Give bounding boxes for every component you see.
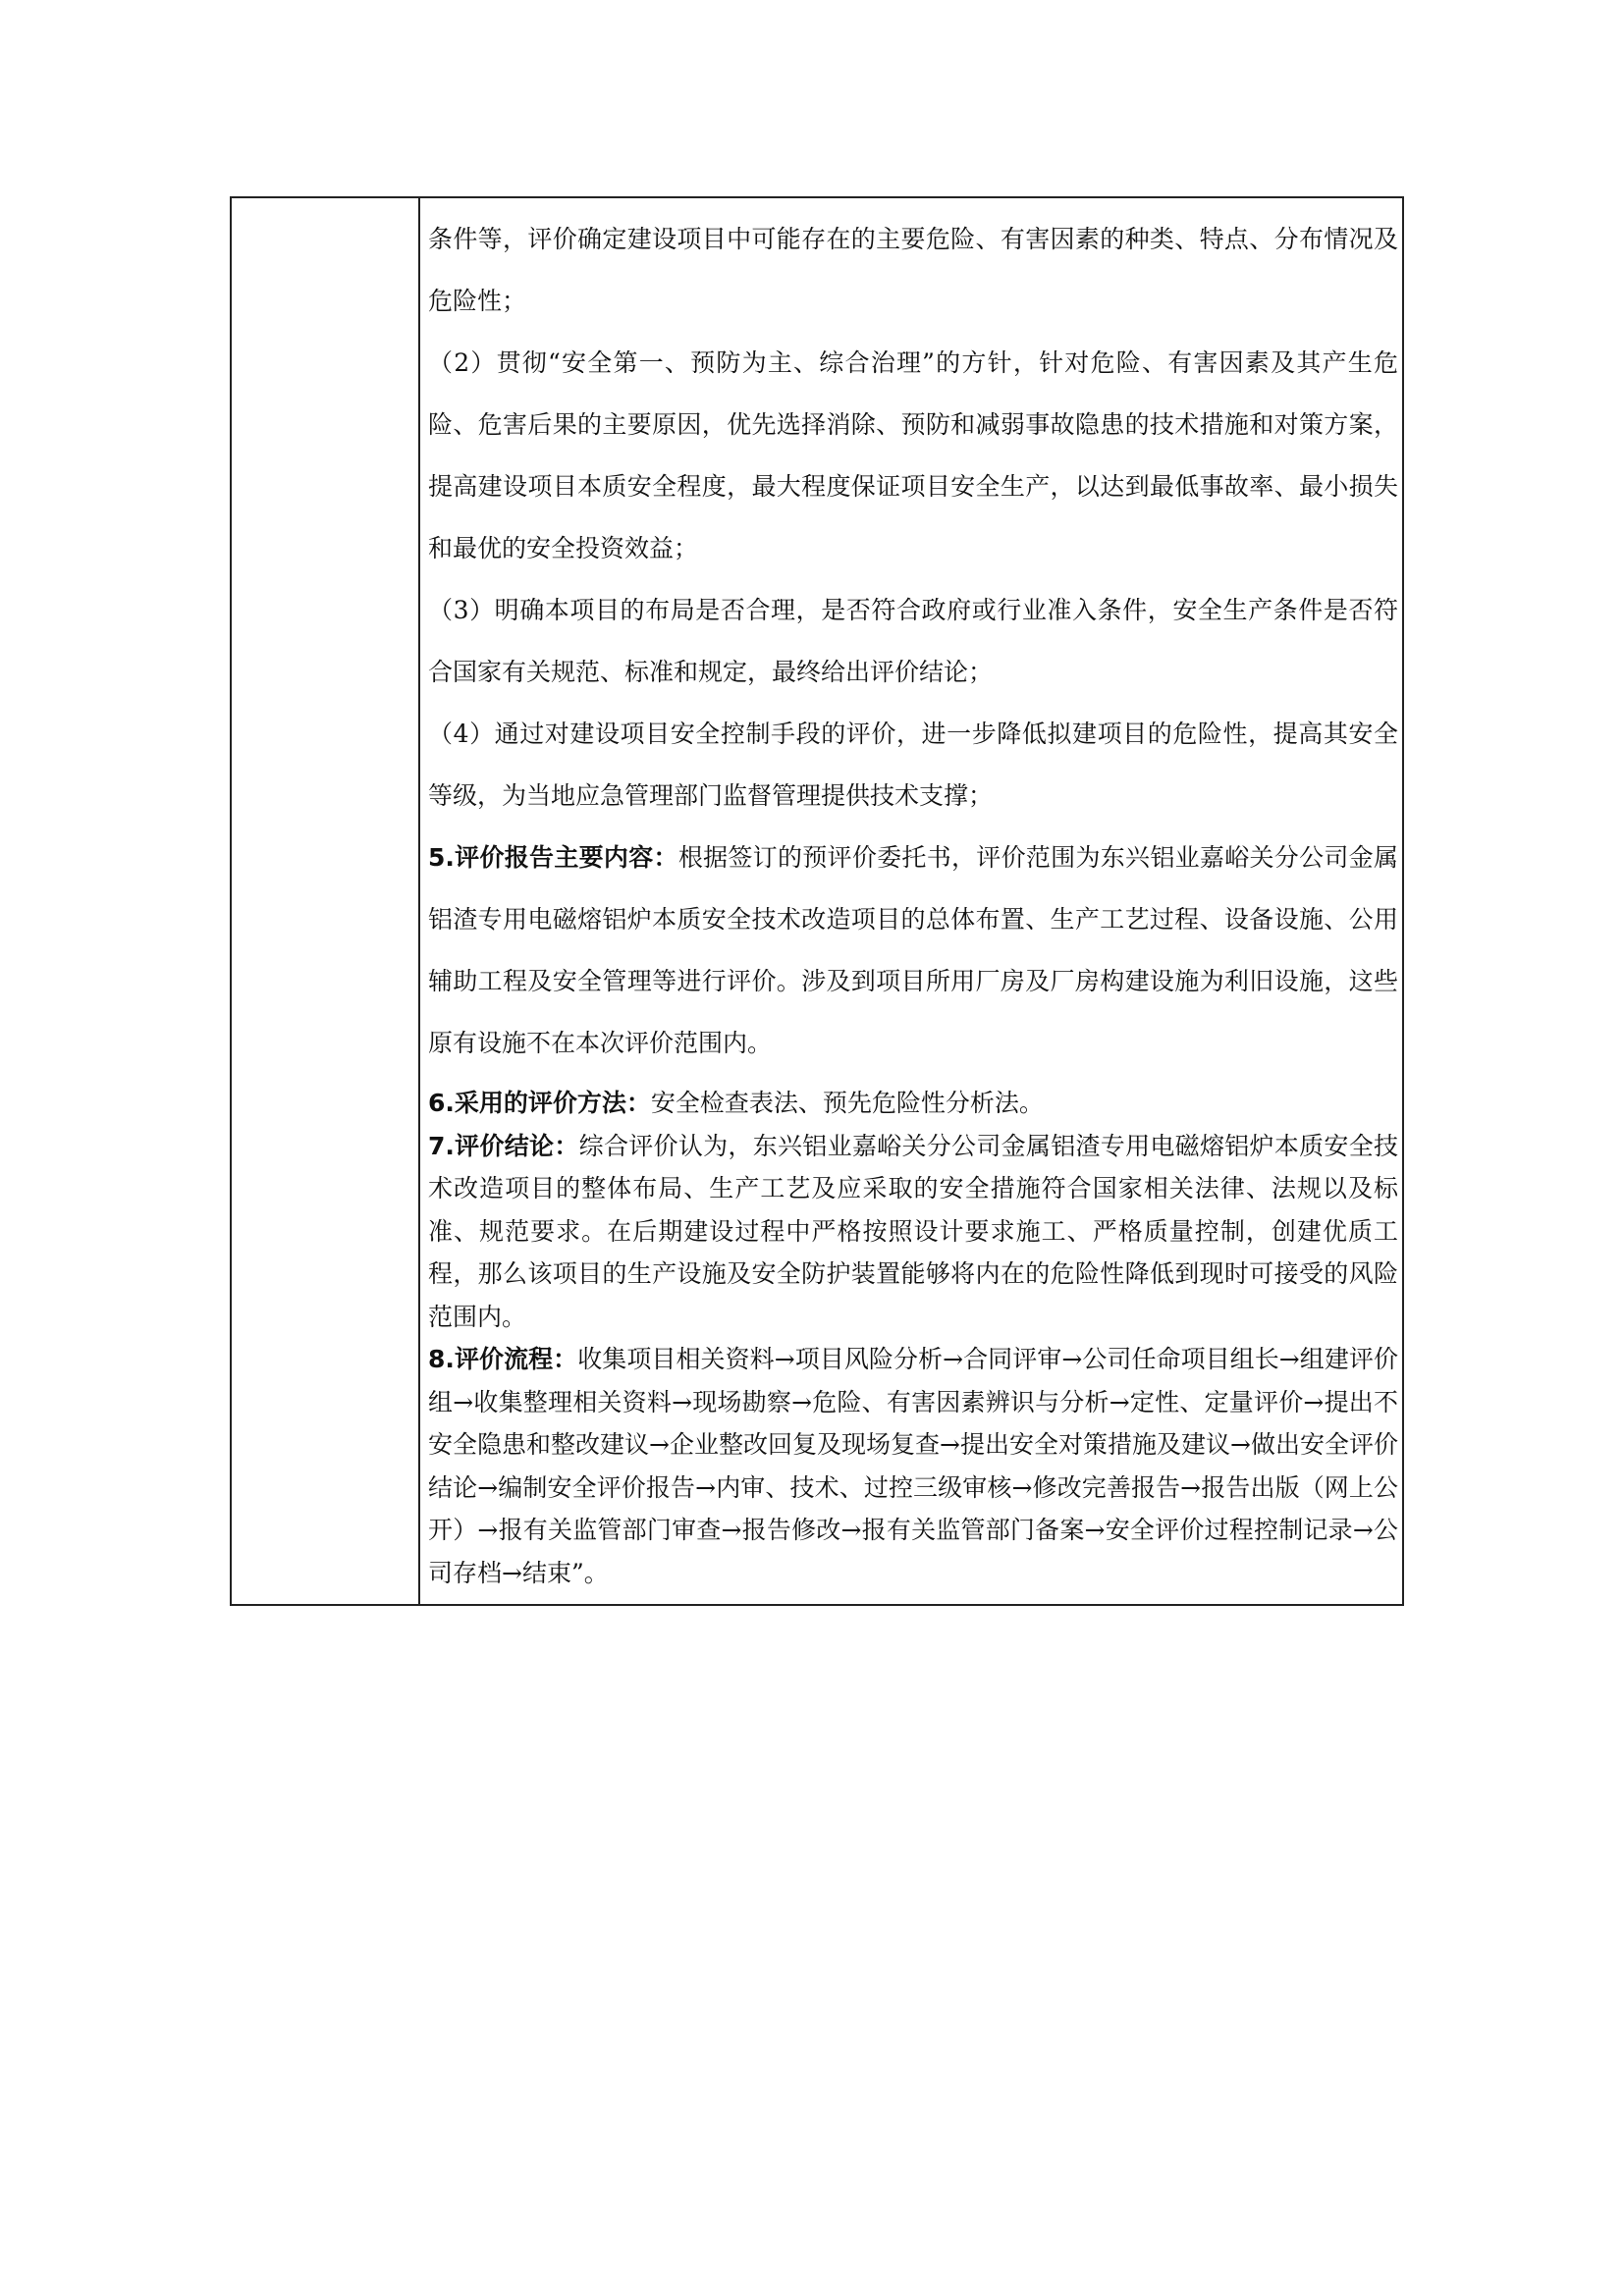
section-7-text: 综合评价认为，东兴铝业嘉峪关分公司金属铝渣专用电磁熔铝炉本质安全技术改造项目的整体布局、生产工艺及应采取的安全措施符合国家相关法律、法规以及标准、规范要求。在后期建设过程中严格按照设计要求施工、严格质量控制，创建优质工程，那么该项目的生产设施及安全防护装置能够将内在的危险性降低到现时可接受的风险范围内。 (428, 1131, 1398, 1331)
content-body (420, 198, 1402, 1604)
section-8-text: 收集项目相关资料→项目风险分析→合同评审→公司任命项目组长→组建评价组→收集整理相关资料→现场勘察→危险、有害因素辨识与分析→定性、定量评价→提出不安全隐患和整改建议→企业整改回复及现场复查→提出安全对策措施及建议→做出安全评价结论→编制安全评价报告→内审、技术、过控三级审核→修改完善报告→报告出版（网上公开）→报有关监管部门审查→报告修改→报有关监管部门备案→安全评价过程控制记录→公司存档→结束”。 (428, 1345, 1398, 1587)
section-5-label: 5.评价报告主要内容： (428, 843, 678, 872)
section-7-label: 7.评价结论： (428, 1131, 579, 1160)
paragraph-item-4: （4）通过对建设项目安全控制手段的评价，进一步降低拟建项目的危险性，提高其安全等级，为当地应急管理部门监督管理提供技术支撑； (428, 720, 1398, 810)
section-6-text: 安全检查表法、预先危险性分析法。 (650, 1089, 1044, 1117)
table-row (231, 197, 1403, 1605)
section-6-methods (428, 1082, 1398, 1125)
section-5-report-content (428, 827, 1398, 1074)
paragraph-continuation: 条件等，评价确定建设项目中可能存在的主要危险、有害因素的种类、特点、分布情况及危险性； (428, 225, 1398, 315)
evaluation-table (230, 196, 1404, 1606)
paragraph-item-2: （2）贯彻“安全第一、预防为主、综合治理”的方针，针对危险、有害因素及其产生危险、危害后果的主要原因，优先选择消除、预防和减弱事故隐患的技术措施和对策方案，提高建设项目本质安全程度，最大程度保证项目安全生产，以达到最低事故率、最小损失和最优的安全投资效益； (428, 348, 1398, 562)
label-cell (231, 197, 419, 1605)
section-5-text: 根据签订的预评价委托书，评价范围为东兴铝业嘉峪关分公司金属铝渣专用电磁熔铝炉本质安全技术改造项目的总体布置、生产工艺过程、设备设施、公用辅助工程及安全管理等进行评价。涉及到项目所用厂房及厂房构建设施为利旧设施，这些原有设施不在本次评价范围内。 (428, 843, 1398, 1057)
section-8-label: 8.评价流程： (428, 1345, 578, 1373)
paragraph-item-3: （3）明确本项目的布局是否合理，是否符合政府或行业准入条件，安全生产条件是否符合国家有关规范、标准和规定，最终给出评价结论； (428, 596, 1398, 686)
content-cell (419, 197, 1403, 1605)
section-8-process (428, 1338, 1398, 1594)
section-7-conclusion (428, 1125, 1398, 1339)
section-6-label: 6.采用的评价方法： (428, 1089, 651, 1117)
